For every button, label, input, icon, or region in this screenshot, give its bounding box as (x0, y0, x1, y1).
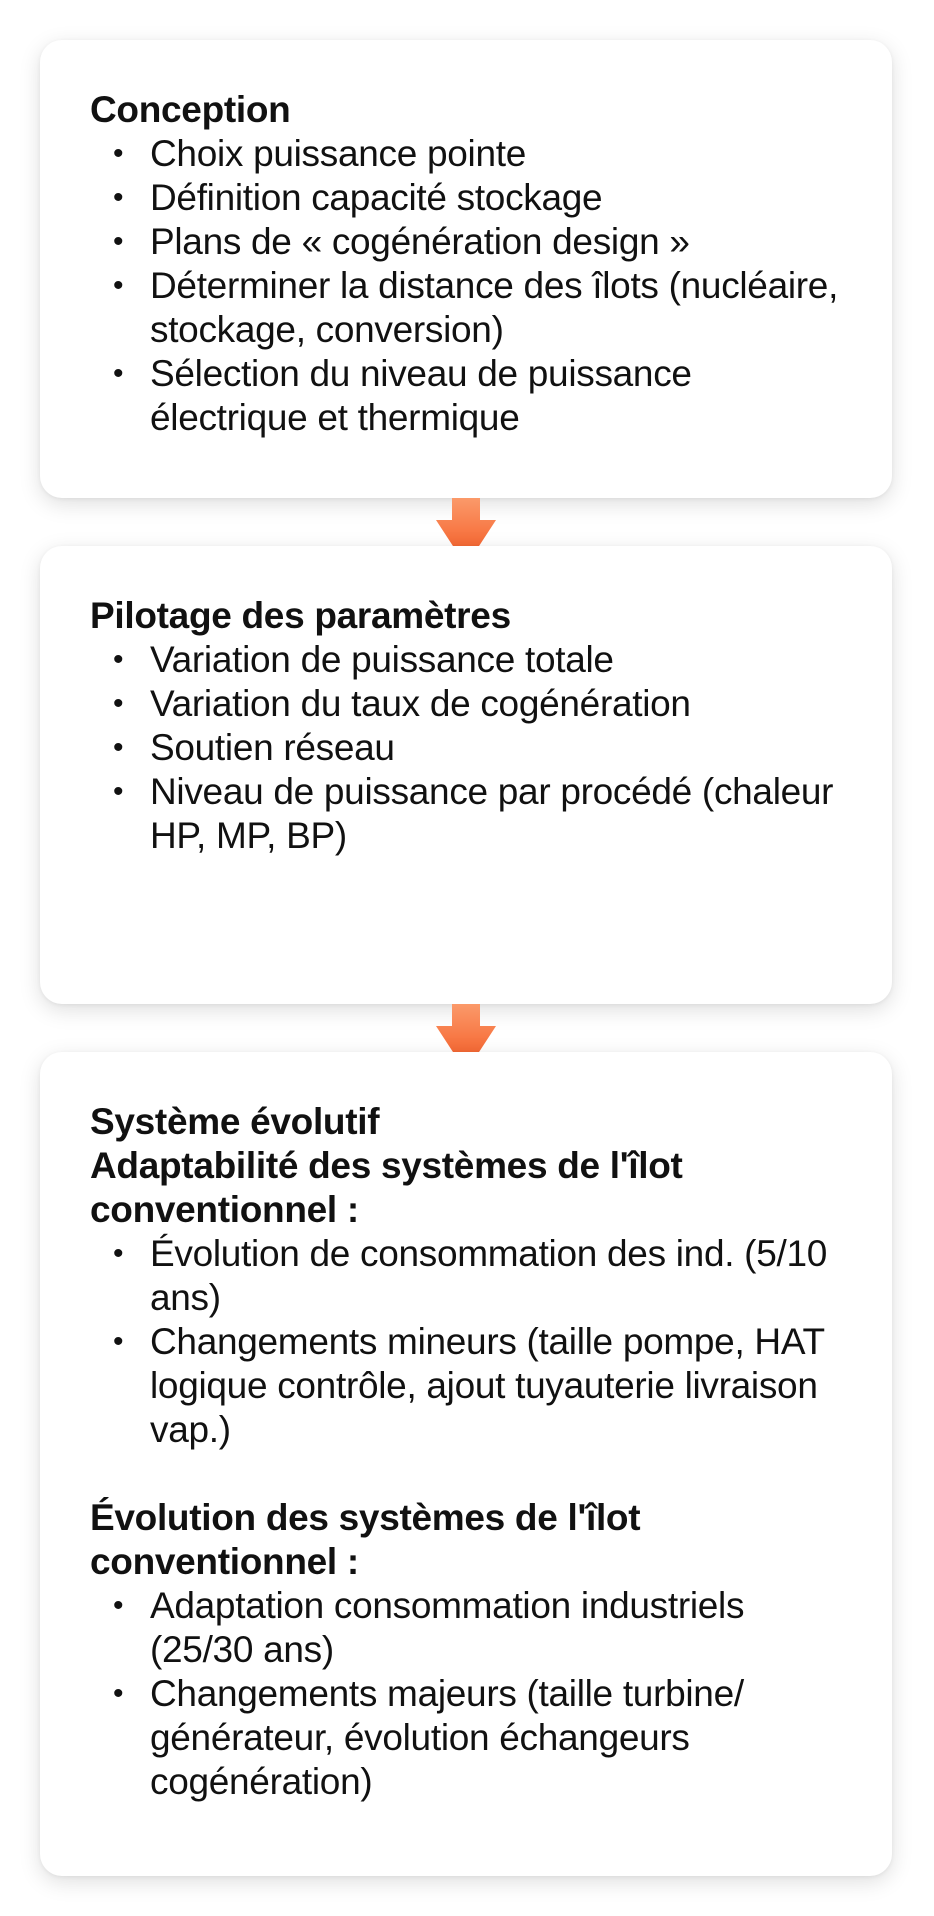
list-item: • Changements mineurs (taille pompe, HAT logique contrôle, ajout tuyauterie livraison vap.) (150, 1320, 852, 1452)
card-systeme-evolutif (40, 1052, 892, 1876)
list-item: • Déterminer la distance des îlots (nucléaire, stockage, conversion) (150, 264, 852, 352)
card-conception (40, 40, 892, 498)
list-item: • Sélection du niveau de puissance électrique et thermique (150, 352, 852, 440)
list-item: • Variation de puissance totale (150, 638, 852, 682)
bullet-list (90, 1584, 852, 1804)
bullet-list (90, 132, 852, 440)
card-heading: Pilotage des paramètres (90, 595, 511, 636)
list-item: • Choix puissance pointe (150, 132, 852, 176)
list-item: • Soutien réseau (150, 726, 852, 770)
list-item: • Adaptation consommation industriels (25/30 ans) (150, 1584, 852, 1672)
list-item: • Définition capacité stockage (150, 176, 852, 220)
list-item: • Évolution de consommation des ind. (5/10 ans) (150, 1232, 852, 1320)
card-pilotage (40, 546, 892, 1004)
card-heading: Système évolutif (90, 1101, 380, 1142)
card-subheading: Évolution des systèmes de l'îlot conventionnel : (90, 1497, 641, 1582)
list-item: • Changements majeurs (taille turbine/ générateur, évolution échangeurs cogénération) (150, 1672, 852, 1804)
list-item: • Plans de « cogénération design » (150, 220, 852, 264)
bullet-list (90, 638, 852, 858)
card-heading: Conception (90, 89, 291, 130)
list-item: • Niveau de puissance par procédé (chaleur HP, MP, BP) (150, 770, 852, 858)
section-spacer (90, 1452, 852, 1496)
list-item: • Variation du taux de cogénération (150, 682, 852, 726)
bullet-list (90, 1232, 852, 1452)
card-subheading: Adaptabilité des systèmes de l'îlot conventionnel : (90, 1145, 683, 1230)
